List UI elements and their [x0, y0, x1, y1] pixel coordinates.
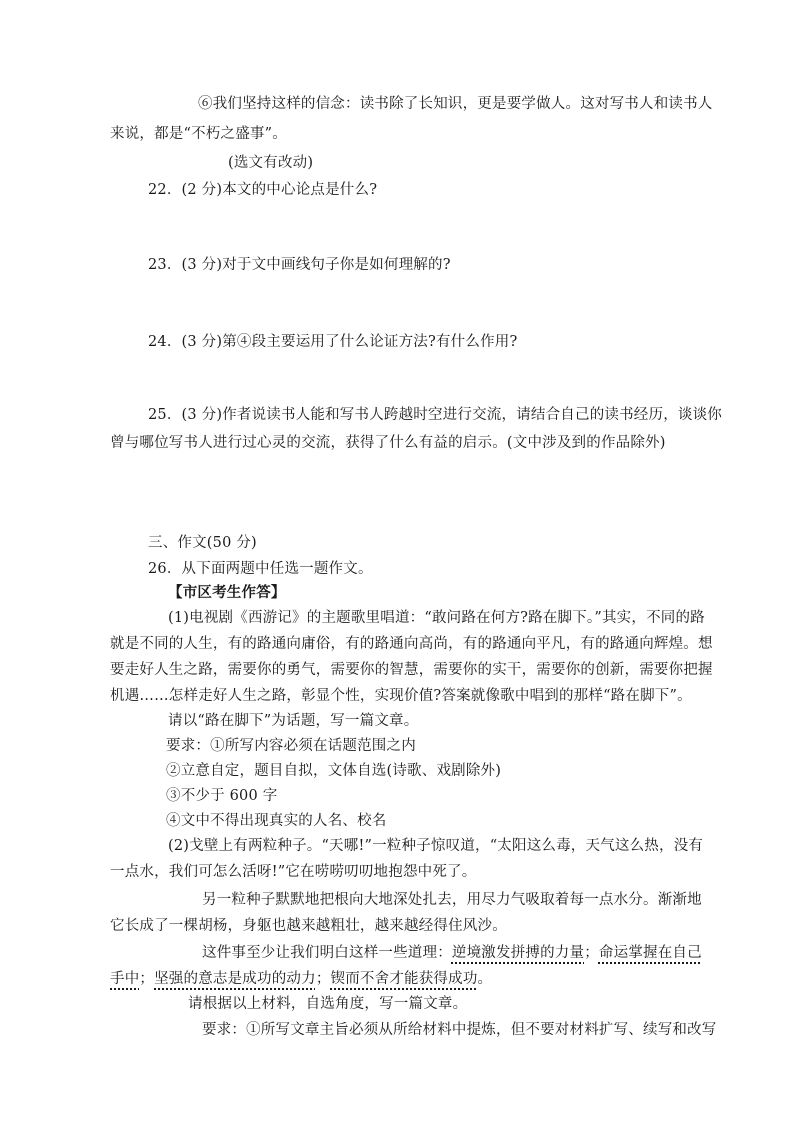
lesson-separator: ； [315, 971, 331, 987]
question-25-line-1: 25．(3 分)作者说读书人能和写书人跨越时空进行交流，请结合自己的读书经历，谈谈你 [148, 407, 722, 423]
question-26: 26．从下面两题中任选一题作文。 [148, 561, 373, 577]
topic-1-requirement-1: 要求：①所写内容必须在话题范围之内 [166, 738, 416, 754]
question-24: 24．(3 分)第④段主要运用了什么论证方法?有什么作用? [148, 334, 518, 350]
paragraph-6-line-2: 来说，都是“不朽之盛事”。 [110, 126, 287, 142]
topic-2-line-6 [110, 969, 492, 989]
lesson-perseverance: 锲而不舍才能获得成功 [330, 971, 478, 987]
topic-1-line-2: 就是不同的人生，有的路通向庸俗，有的路通向高尚，有的路通向平凡，有的路通向辉煌。想 [110, 636, 713, 652]
lesson-destiny: 命运掌握在自己 [598, 945, 702, 961]
topic-2-line-5 [202, 943, 702, 963]
topic-1-line-1: (1)电视剧《西游记》的主题歌里唱道：“敢问路在何方?路在脚下。”其实，不同的路 [168, 610, 705, 626]
topic-1-requirement-3: ③不少于 600 字 [166, 788, 278, 804]
lesson-intro: 这件事至少让我们明白这样一些道理： [202, 945, 452, 961]
topic-2-line-2: 一点水，我们可怎么活呀!”它在唠唠叨叨地抱怨中死了。 [110, 864, 477, 880]
composition-section-title: 三、作文(50 分) [148, 535, 257, 551]
question-22: 22．(2 分)本文的中心论点是什么? [148, 182, 378, 198]
city-candidates-header: 【市区考生作答】 [168, 584, 286, 601]
topic-2-line-3: 另一粒种子默默地把根向大地深处扎去，用尽力气吸取着每一点水分。渐渐地 [202, 892, 702, 908]
topic-1-line-4: 机遇……怎样走好人生之路，彰显个性，实现价值?答案就像歌中唱到的那样“路在脚下”。 [110, 688, 692, 704]
topic-1-requirement-2: ②立意自定，题目自拟，文体自选(诗歌、戏剧除外) [166, 763, 502, 779]
topic-1-requirement-4: ④文中不得出现真实的人名、校名 [166, 813, 387, 829]
topic-2-line-4: 它长成了一棵胡杨，身躯也越来越粗壮，越来越经得住风沙。 [110, 918, 507, 934]
topic-2-instruction: 请根据以上材料，自选角度，写一篇文章。 [188, 996, 468, 1012]
lesson-adversity: 逆境激发拼搏的力量 [451, 945, 585, 961]
lesson-end: 。 [477, 971, 493, 987]
lesson-separator: ； [139, 971, 155, 987]
topic-2-requirement-1: 要求：①所写文章主旨必须从所给材料中提炼，但不要对材料扩写、续写和改写 [202, 1022, 717, 1038]
question-23: 23．(3 分)对于文中画线句子你是如何理解的? [148, 257, 451, 273]
lesson-destiny-end: 手中 [110, 971, 140, 987]
lesson-separator: ； [584, 945, 599, 961]
topic-1-line-3: 要走好人生之路，需要你的勇气，需要你的智慧，需要你的实干，需要你的创新，需要你把握 [110, 662, 713, 678]
topic-1-instruction: 请以“路在脚下”为话题，写一篇文章。 [168, 713, 419, 729]
lesson-willpower: 坚强的意志是成功的动力 [154, 971, 316, 987]
paragraph-6-line-1: ⑥我们坚持这样的信念：读书除了长知识，更是要学做人。这对写书人和读书人 [198, 96, 713, 112]
source-note: (选文有改动) [228, 155, 314, 171]
topic-2-line-1: (2)戈壁上有两粒种子。“天哪!”一粒种子惊叹道，“太阳这么毒，天气这么热，没有 [168, 838, 704, 854]
question-25-line-2: 曾与哪位写书人进行过心灵的交流，获得了什么有益的启示。(文中涉及到的作品除外) [110, 435, 666, 451]
